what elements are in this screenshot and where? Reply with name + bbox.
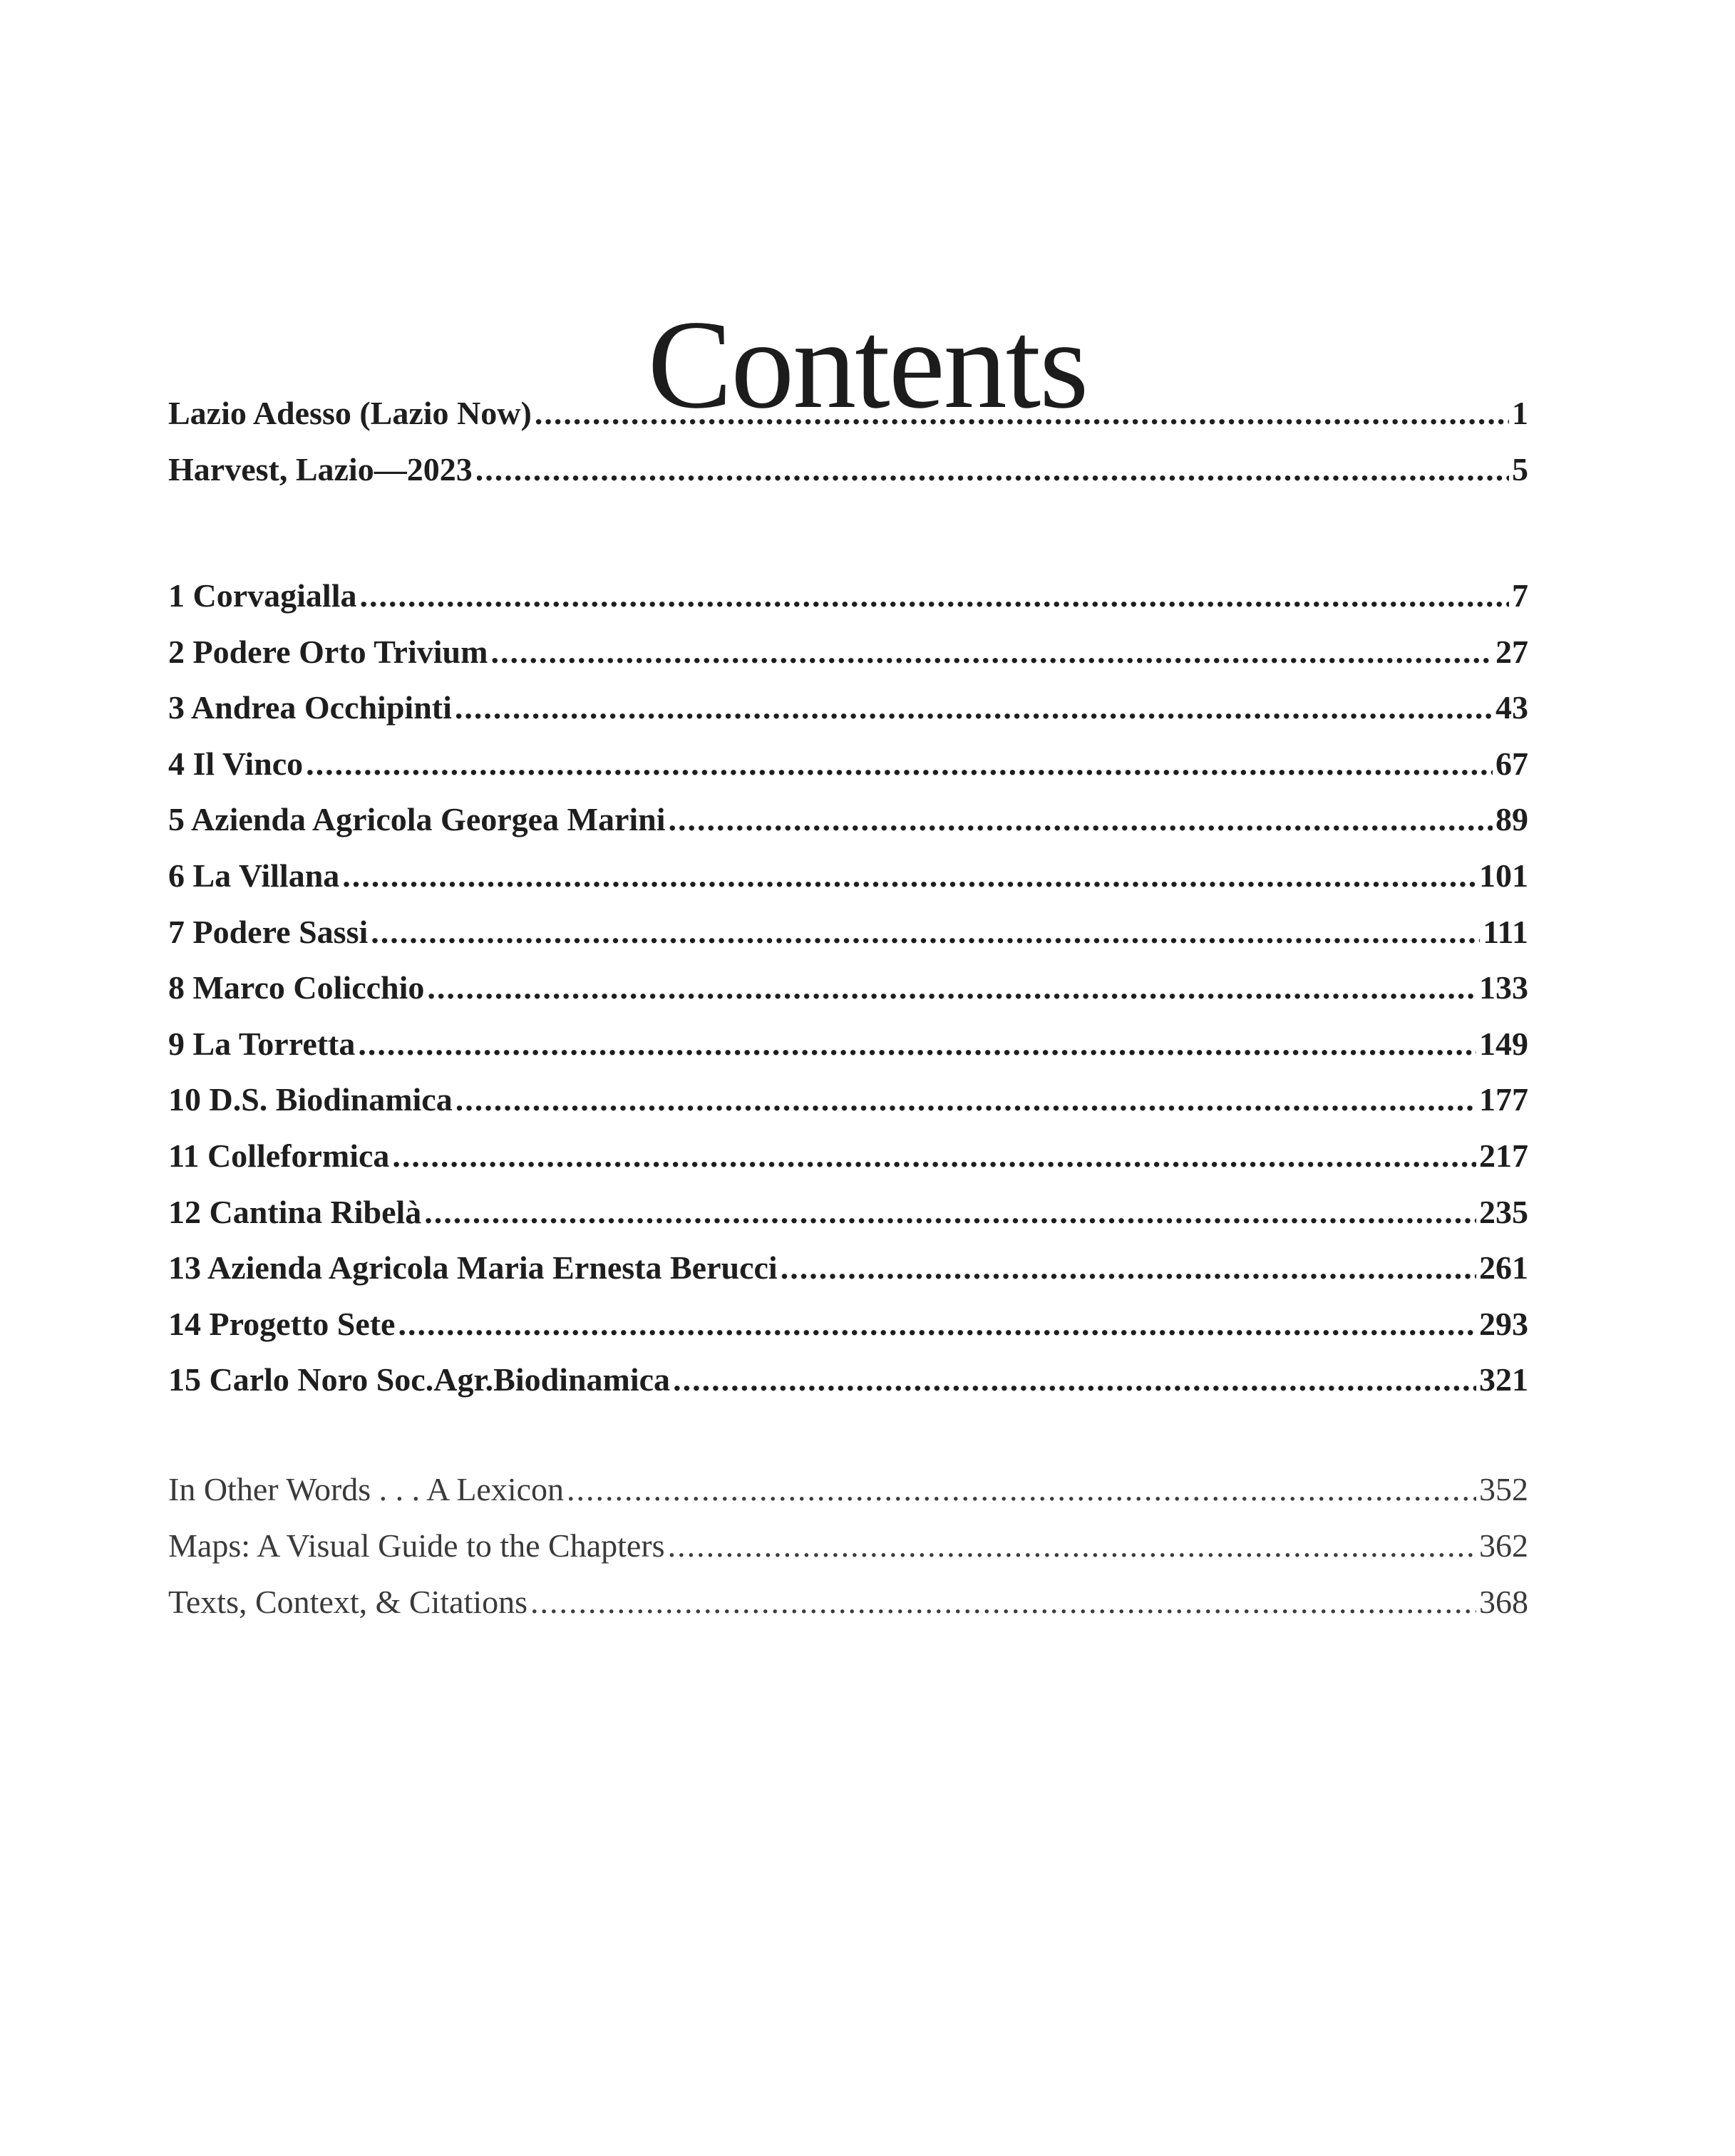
toc-entry (168, 1016, 1528, 1073)
toc-entry-page-number: 149 (1479, 1025, 1528, 1062)
toc-entry (168, 1574, 1528, 1630)
dot-leader (475, 441, 1509, 497)
toc-entry-title: 8 Marco Colicchio (168, 969, 425, 1006)
toc-entry-title: 12 Cantina Ribelà (168, 1193, 422, 1230)
toc-entry-page-number: 1 (1512, 395, 1528, 431)
dot-leader (427, 960, 1476, 1016)
toc-entry-page-number: 101 (1479, 857, 1528, 894)
dot-leader (781, 1240, 1476, 1296)
toc-entry-page-number: 362 (1479, 1527, 1528, 1564)
dot-leader (455, 680, 1493, 736)
back-matter-list (168, 1461, 1528, 1630)
dot-leader (342, 848, 1476, 904)
toc-entry-page-number: 235 (1479, 1193, 1528, 1230)
toc-entry (168, 1352, 1528, 1408)
toc-entry (168, 960, 1528, 1016)
toc-entry (168, 1128, 1528, 1185)
toc-entry-page-number: 7 (1512, 577, 1528, 614)
toc-entry (168, 848, 1528, 904)
toc-entry-title: Harvest, Lazio—2023 (168, 451, 473, 488)
toc-entry (168, 1240, 1528, 1296)
toc-entry-title: 1 Corvagialla (168, 577, 357, 614)
dot-leader (535, 385, 1509, 441)
toc-entry-page-number: 27 (1495, 633, 1528, 670)
toc-entry (168, 624, 1528, 681)
toc-entry-title: Texts, Context, & Citations (168, 1584, 528, 1620)
toc-entry (168, 792, 1528, 848)
toc-entry-page-number: 293 (1479, 1305, 1528, 1342)
toc-entry-title: 3 Andrea Occhipinti (168, 689, 452, 726)
toc-entry-page-number: 352 (1479, 1471, 1528, 1507)
toc-entry-title: 13 Azienda Agricola Maria Ernesta Berucci (168, 1249, 778, 1286)
toc-entry-title: Maps: A Visual Guide to the Chapters (168, 1527, 665, 1564)
dot-leader (567, 1461, 1476, 1517)
toc-entry (168, 1296, 1528, 1353)
dot-leader (668, 1517, 1476, 1574)
toc-entry-page-number: 177 (1479, 1081, 1528, 1118)
toc-entry-title: 9 La Torretta (168, 1025, 356, 1062)
toc-entry (168, 385, 1528, 441)
toc-entry-title: 7 Podere Sassi (168, 913, 369, 950)
toc-entry (168, 1185, 1528, 1241)
toc-entry-title: 14 Progetto Sete (168, 1305, 396, 1342)
toc-entry-page-number: 67 (1495, 745, 1528, 782)
toc-entry (168, 1461, 1528, 1517)
toc-entry (168, 904, 1528, 961)
dot-leader (669, 792, 1493, 848)
toc-entry-title: Lazio Adesso (Lazio Now) (168, 395, 532, 431)
toc-entry-title: 6 La Villana (168, 857, 340, 894)
dot-leader (371, 904, 1480, 961)
dot-leader (490, 624, 1493, 681)
toc-entry-page-number: 368 (1479, 1584, 1528, 1620)
dot-leader (455, 1072, 1476, 1128)
toc-entry-page-number: 133 (1479, 969, 1528, 1006)
toc-entry (168, 1517, 1528, 1574)
dot-leader (306, 736, 1493, 793)
dot-leader (398, 1296, 1476, 1353)
toc-entry-title: 10 D.S. Biodinamica (168, 1081, 453, 1118)
toc-entry-page-number: 111 (1483, 913, 1528, 950)
toc-entry-page-number: 261 (1479, 1249, 1528, 1286)
toc-entry-title: 15 Carlo Noro Soc.Agr.Biodinamica (168, 1361, 671, 1398)
dot-leader (359, 568, 1509, 624)
toc-entry-page-number: 5 (1512, 451, 1528, 488)
toc-entry-page-number: 321 (1479, 1361, 1528, 1398)
chapter-list (168, 568, 1528, 1408)
dot-leader (530, 1574, 1476, 1630)
toc-entry-title: 11 Colleformica (168, 1137, 390, 1174)
dot-leader (673, 1352, 1476, 1408)
toc-entry-page-number: 217 (1479, 1137, 1528, 1174)
toc-entry-title: 2 Podere Orto Trivium (168, 633, 488, 670)
toc-entry-title: In Other Words . . . A Lexicon (168, 1471, 565, 1507)
toc-entry (168, 736, 1528, 793)
toc-entry (168, 441, 1528, 497)
toc-entry (168, 1072, 1528, 1128)
toc-entry (168, 680, 1528, 736)
toc-entry-title: 4 Il Vinco (168, 745, 304, 782)
toc-entry-page-number: 89 (1495, 801, 1528, 838)
dot-leader (358, 1016, 1476, 1073)
dot-leader (424, 1185, 1476, 1241)
toc-entry (168, 568, 1528, 624)
front-matter-list (168, 385, 1528, 497)
toc-entry-page-number: 43 (1495, 689, 1528, 726)
toc-entry-title: 5 Azienda Agricola Georgea Marini (168, 801, 666, 838)
dot-leader (392, 1128, 1476, 1185)
page-title: Contents (647, 294, 1088, 435)
